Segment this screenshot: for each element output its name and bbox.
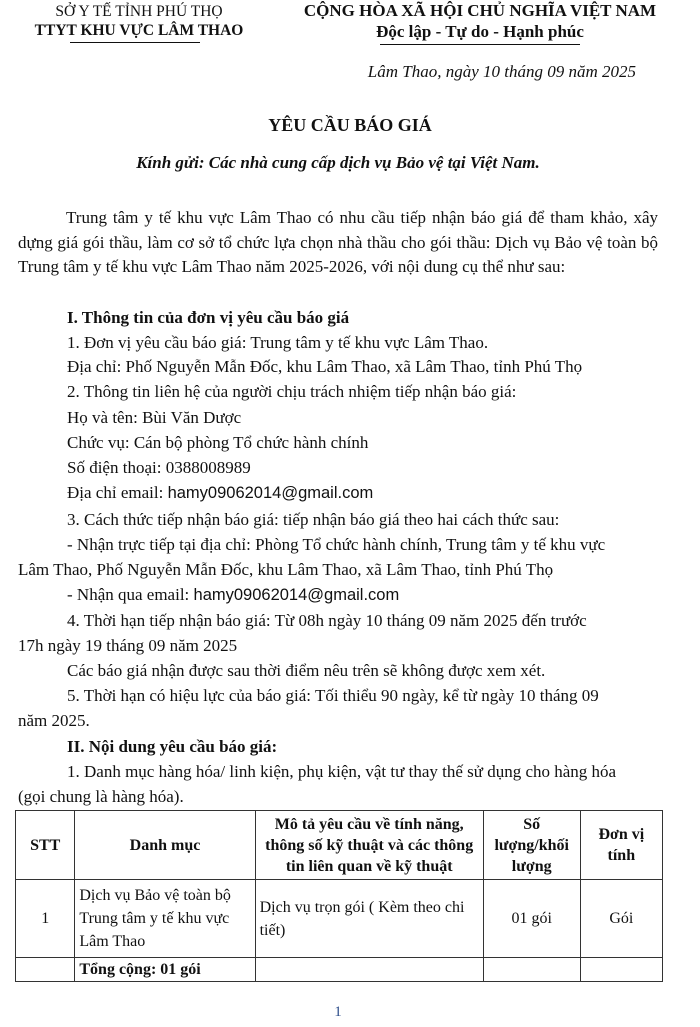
place-and-date: Lâm Thao, ngày 10 tháng 09 năm 2025	[367, 62, 636, 81]
direct-receipt-line-2: Lâm Thao, Phố Nguyễn Mẫn Đốc, khu Lâm Thao, xã Lâm Thao, tỉnh Phú Thọ	[18, 560, 554, 579]
document-title: YÊU CẦU BÁO GIÁ	[268, 115, 432, 135]
contact-heading: 2. Thông tin liên hệ của người chịu trách nhiệm tiếp nhận báo giá:	[67, 382, 517, 401]
validity-line-2: năm 2025.	[18, 711, 90, 730]
header-underline-left	[70, 42, 200, 43]
header-underline-right	[380, 44, 580, 45]
page-number: 1	[334, 1004, 342, 1020]
greeting: Kính gửi: Các nhà cung cấp dịch vụ Bảo vệ tại Việt Nam.	[136, 153, 540, 172]
late-submission-note: Các báo giá nhận được sau thời điểm nêu trên sẽ không được xem xét.	[67, 661, 546, 680]
cell-empty	[580, 958, 662, 982]
country-name: CỘNG HÒA XÃ HỘI CHỦ NGHĨA VIỆT NAM	[303, 1, 657, 20]
table-total-row	[16, 958, 663, 982]
header-category: Danh mục	[75, 811, 255, 880]
cell-unit: Gói	[580, 880, 662, 958]
goods-list-line-1: 1. Danh mục hàng hóa/ linh kiện, phụ kiện, vật tư thay thế sử dụng cho hàng hóa	[67, 762, 617, 781]
national-header	[270, 0, 690, 42]
cell-empty	[483, 958, 580, 982]
cell-total: Tổng cộng: 01 gói	[75, 958, 255, 982]
email-receipt-label: - Nhận qua email:	[67, 585, 194, 604]
header-unit: Đơn vị tính	[580, 811, 662, 880]
deadline-line-2: 17h ngày 19 tháng 09 năm 2025	[18, 636, 238, 655]
center-name: TTYT KHU VỰC LÂM THAO	[34, 22, 244, 39]
motto: Độc lập - Tự do - Hạnh phúc	[376, 22, 584, 41]
issuing-organization	[14, 2, 264, 40]
intro-paragraph	[18, 206, 658, 280]
header-stt: STT	[16, 811, 75, 880]
cell-quantity: 01 gói	[483, 880, 580, 958]
contact-position: Chức vụ: Cán bộ phòng Tổ chức hành chính	[67, 433, 369, 452]
intro-text: Trung tâm y tế khu vực Lâm Thao có nhu cầu tiếp nhận báo giá để tham khảo, xây dựng giá gói thầu, làm cơ sở tổ chức lựa chọn nhà thầu cho gói thầu: Dịch vụ Bảo vệ toàn bộ Trung tâm y tế khu vực Lâm Thao năm 2025-2026, với nội dung cụ thể như sau:	[18, 208, 658, 277]
cell-empty	[16, 958, 75, 982]
goods-table	[15, 810, 663, 982]
validity-line-1: 5. Thời hạn có hiệu lực của báo giá: Tối thiểu 90 ngày, kể từ ngày 10 tháng 09	[67, 686, 599, 705]
contact-email-line	[67, 483, 373, 503]
section-1-heading: I. Thông tin của đơn vị yêu cầu báo giá	[67, 308, 350, 327]
receipt-method-heading: 3. Cách thức tiếp nhận báo giá: tiếp nhận báo giá theo hai cách thức sau:	[67, 510, 560, 529]
email-receipt-line	[67, 585, 399, 605]
table-header-row	[16, 811, 663, 880]
cell-category: Dịch vụ Bảo vệ toàn bộ Trung tâm y tế khu vực Lâm Thao	[75, 880, 255, 958]
cell-description: Dịch vụ trọn gói ( Kèm theo chi tiết)	[255, 880, 483, 958]
email-label: Địa chỉ email:	[67, 483, 168, 502]
cell-empty	[255, 958, 483, 982]
header-description: Mô tả yêu cầu về tính năng, thông số kỹ thuật và các thông tin liên quan về kỹ thuật	[255, 811, 483, 880]
unit-address: Địa chỉ: Phố Nguyễn Mẫn Đốc, khu Lâm Thao, xã Lâm Thao, tỉnh Phú Thọ	[67, 357, 583, 376]
deadline-line-1: 4. Thời hạn tiếp nhận báo giá: Từ 08h ngày 10 tháng 09 năm 2025 đến trước	[67, 611, 587, 630]
requesting-unit: 1. Đơn vị yêu cầu báo giá: Trung tâm y tế khu vực Lâm Thao.	[67, 333, 489, 352]
goods-list-line-2: (gọi chung là hàng hóa).	[18, 787, 184, 806]
section-2-heading: II. Nội dung yêu cầu báo giá:	[67, 737, 278, 756]
cell-stt: 1	[16, 880, 75, 958]
direct-receipt-line-1: - Nhận trực tiếp tại địa chỉ: Phòng Tổ chức hành chính, Trung tâm y tế khu vực	[67, 535, 606, 554]
contact-phone: Số điện thoại: 0388008989	[67, 458, 251, 477]
table-row	[16, 880, 663, 958]
receipt-email[interactable]: hamy09062014@gmail.com	[193, 586, 400, 604]
contact-email[interactable]: hamy09062014@gmail.com	[167, 484, 374, 502]
contact-name: Họ và tên: Bùi Văn Dược	[67, 408, 242, 427]
department-name: SỞ Y TẾ TỈNH PHÚ THỌ	[55, 3, 223, 20]
header-quantity: Số lượng/khối lượng	[483, 811, 580, 880]
